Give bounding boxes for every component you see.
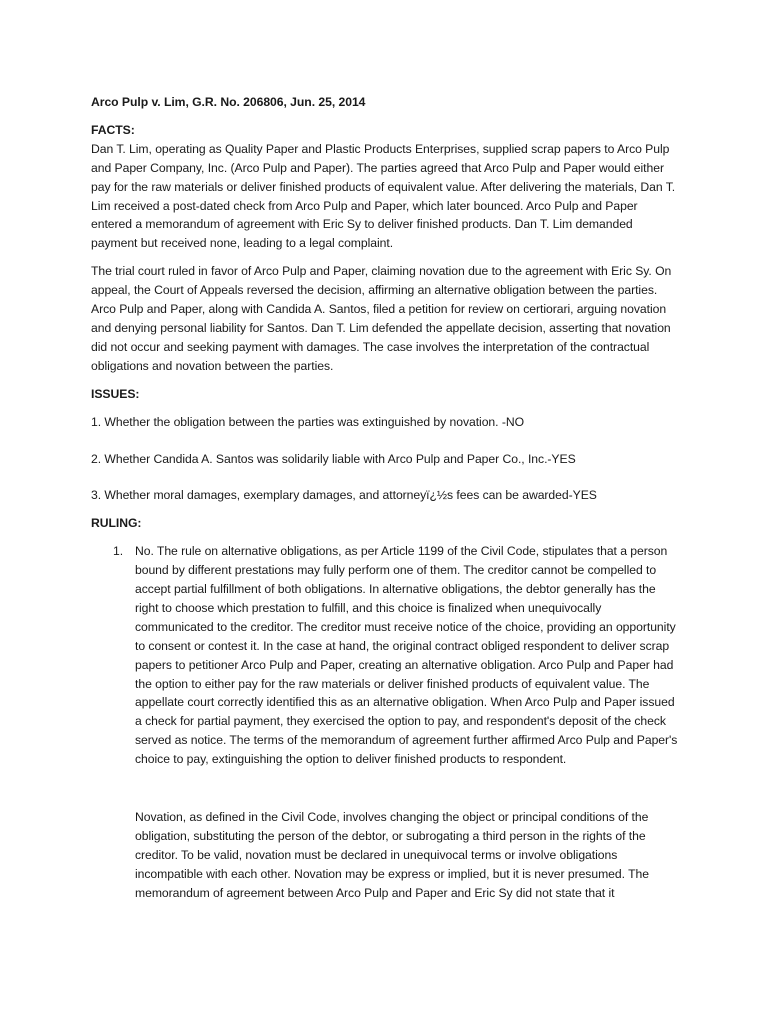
issue-item-3: 3. Whether moral damages, exemplary damages, and attorneyï¿½s fees can be awarded-YES [91,488,597,503]
facts-paragraph-1: Dan T. Lim, operating as Quality Paper and Plastic Products Enterprises, supplied scrap papers to Arco Pulp and Paper Company, Inc. (Arco Pulp and Paper). The parties agreed that Arco Pulp and Paper would either pay for the raw materials or deliver finished products of equivalent value. After delivering the materials, Dan T. Lim received a post-dated check from Arco Pulp and Paper, which later bounced. Arco Pulp and Paper entered a memorandum of agreement with Eric Sy to deliver finished products. Dan T. Lim demanded payment but received none, leading to a legal complaint. [91,141,676,251]
ruling-item-1 [91,542,681,769]
ruling-list [91,542,681,769]
ruling-novation-paragraph: Novation, as defined in the Civil Code, involves changing the object or principal conditions of the obligation, substituting the person of the debtor, or subrogating a third person in the rights of the creditor. To be valid, novation must be declared in unequivocal terms or involve obligations incompatible with each other. Novation may be express or implied, but it is never presumed. The memorandum of agreement between Arco Pulp and Paper and Eric Sy did not state that it [135,810,649,900]
ruling-heading: RULING: [91,516,142,531]
case-title: Arco Pulp v. Lim, G.R. No. 206806, Jun. 25, 2014 [91,95,366,109]
document-page [91,93,681,903]
issue-item-1: 1. Whether the obligation between the parties was extinguished by novation. -NO [91,414,525,429]
ruling-item-1-text: No. The rule on alternative obligations, as per Article 1199 of the Civil Code, stipulates that a person bound by different prestations may fully perform one of them. The creditor cannot be compelled to accept partial fulfillment of both obligations. In alternative obligations, the debtor generally has the right to choose which prestation to fulfill, and this choice is finalized when unequivocally communicated to the creditor. The creditor must receive notice of the choice, providing an opportunity to consent or contest it. In the case at hand, the original contract obliged respondent to deliver scrap papers to petitioner Arco Pulp and Paper, creating an alternative obligation. Arco Pulp and Paper had the option to either pay for the raw materials or deliver finished products of equivalent value. The appellate court correctly identified this as an alternative obligation. When Arco Pulp and Paper issued a check for partial payment, they exercised the option to pay, and respondent's deposit of the check served as notice. The terms of the memorandum of agreement further affirmed Arco Pulp and Paper's choice to pay, extinguishing the option to deliver finished products to respondent. [135,544,678,767]
facts-heading: FACTS: [91,122,135,137]
issues-heading: ISSUES: [91,386,140,401]
issue-item-2: 2. Whether Candida A. Santos was solidarily liable with Arco Pulp and Paper Co., Inc.-YES [91,451,576,466]
issues-list [91,413,681,506]
ruling-item-number: 1. [113,544,124,559]
facts-paragraph-2: The trial court ruled in favor of Arco Pulp and Paper, claiming novation due to the agreement with Eric Sy. On appeal, the Court of Appeals reversed the decision, affirming an alternative obligation between the parties. Arco Pulp and Paper, along with Candida A. Santos, filed a petition for review on certiorari, arguing novation and denying personal liability for Santos. Dan T. Lim defended the appellate decision, asserting that novation did not occur and seeking payment with damages. The case involves the interpretation of the contractual obligations and novation between the parties. [91,264,672,373]
